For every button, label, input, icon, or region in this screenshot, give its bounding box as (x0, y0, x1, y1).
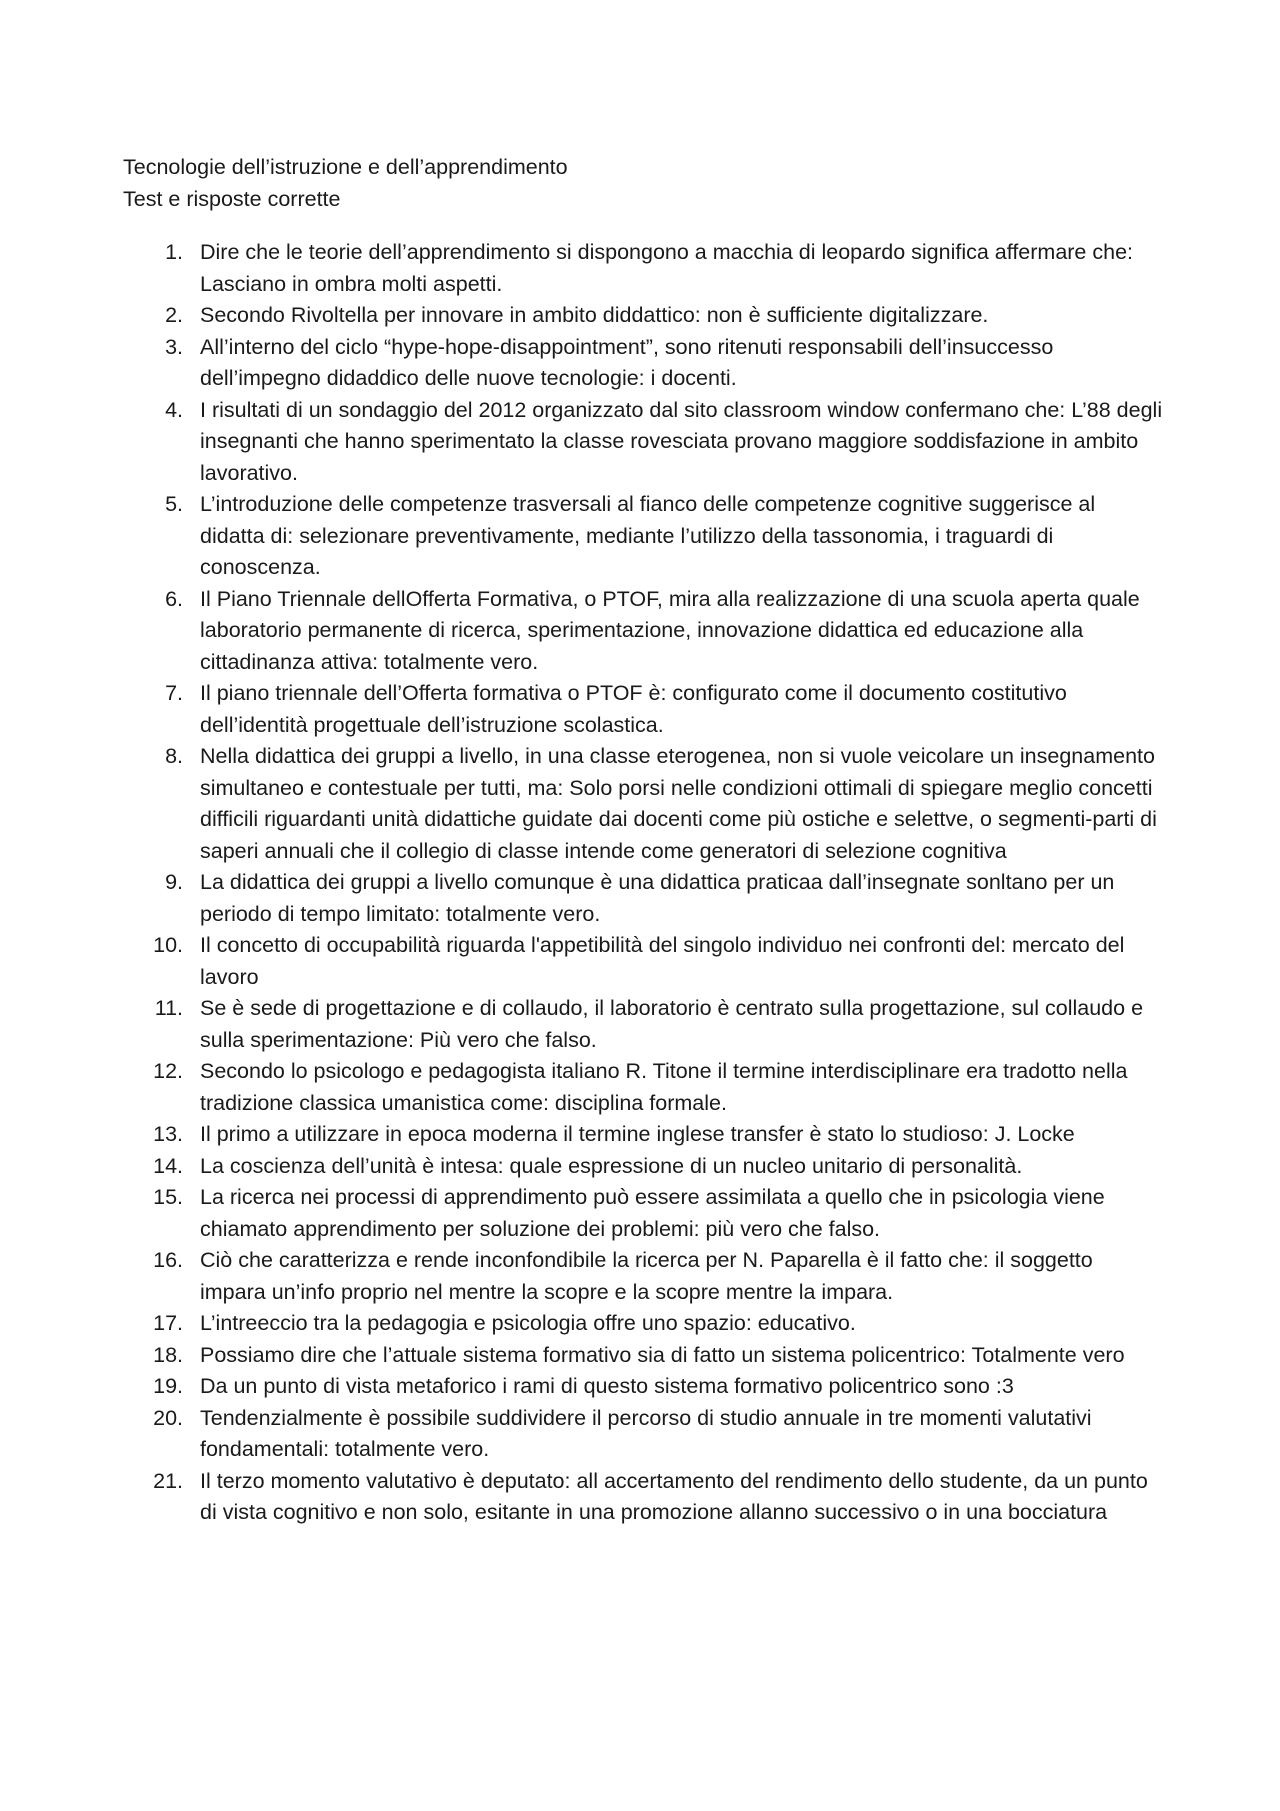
item-number: 10. (153, 933, 183, 957)
list-item (123, 1308, 1163, 1340)
item-number: 19. (153, 1374, 183, 1398)
item-text: Possiamo dire che l’attuale sistema formativo sia di fatto un sistema policentrico: Totalmente vero (200, 1342, 1125, 1367)
list-item (123, 930, 1163, 993)
item-number: 16. (153, 1248, 183, 1272)
document-page (123, 152, 1163, 1529)
list-item (123, 1466, 1163, 1529)
item-number: 11. (154, 996, 183, 1020)
item-number: 20. (153, 1405, 183, 1430)
item-number: 15. (153, 1185, 183, 1209)
list-item (123, 1371, 1163, 1403)
item-number: 12. (153, 1059, 183, 1083)
item-text: Secondo lo psicologo e pedagogista italiano R. Titone il termine interdisciplinare era tradotto nella tradizione classica umanistica come: disciplina formale. (200, 1059, 1128, 1115)
item-number: 4. (165, 397, 183, 422)
qa-list (123, 237, 1163, 1529)
list-item (123, 1182, 1163, 1245)
item-number: 17. (153, 1311, 183, 1335)
list-item (123, 1119, 1163, 1151)
list-item (123, 1403, 1163, 1466)
item-number: 9. (165, 870, 183, 894)
list-item (123, 1340, 1163, 1372)
item-text: La didattica dei gruppi a livello comunque è una didattica praticaa dall’insegnate sonltano per un periodo di tempo limitato: totalmente vero. (200, 870, 1115, 926)
item-text: Il piano triennale dell’Offerta formativa o PTOF è: configurato come il documento costitutivo dell’identità progettuale dell’istruzione scolastica. (200, 681, 1067, 737)
item-number: 21. (153, 1468, 183, 1493)
item-number: 8. (165, 744, 183, 768)
item-number: 6. (165, 586, 183, 611)
item-text: Nella didattica dei gruppi a livello, in una classe eterogenea, non si vuole veicolare un insegnamento simultaneo e contestuale per tutti, ma: Solo porsi nelle condizioni ottimali di spiegare meglio concetti difficili riguardanti unità didattiche guidate dai docenti come più ostiche e selettve, o segmenti-parti di saperi annuali che il collegio di classe intende come generatori di selezione cognitiva (200, 744, 1157, 863)
item-text: All’interno del ciclo “hype-hope-disappointment”, sono ritenuti responsabili dell’insuccesso dell’impegno didaddico delle nuove tecnologie: i docenti. (200, 334, 1054, 390)
list-item (123, 993, 1163, 1056)
item-number: 5. (165, 492, 183, 516)
list-item (123, 1056, 1163, 1119)
item-text: L’intreeccio tra la pedagogia e psicologia offre uno spazio: educativo. (200, 1311, 856, 1335)
list-item (123, 300, 1163, 332)
item-text: Il terzo momento valutativo è deputato: all accertamento del rendimento dello studente, da un punto di vista cognitivo e non solo, esitante in una promozione allanno successivo o in una bocciatura (200, 1468, 1148, 1524)
item-number: 18. (153, 1342, 183, 1367)
item-number: 14. (153, 1153, 183, 1178)
list-item (123, 678, 1163, 741)
list-item (123, 332, 1163, 395)
item-text: Da un punto di vista metaforico i rami di questo sistema formativo policentrico sono :3 (200, 1374, 1014, 1398)
list-item (123, 395, 1163, 490)
item-number: 3. (165, 334, 183, 359)
list-item (123, 489, 1163, 584)
item-number: 2. (165, 303, 183, 327)
item-text: Ciò che caratterizza e rende inconfondibile la ricerca per N. Paparella è il fatto che: il soggetto impara un’info proprio nel mentre la scopre e la scopre mentre la impara. (200, 1248, 1093, 1304)
item-number: 7. (165, 681, 183, 705)
item-text: La ricerca nei processi di apprendimento può essere assimilata a quello che in psicologia viene chiamato apprendimento per soluzione dei problemi: più vero che falso. (200, 1185, 1105, 1241)
document-title: Tecnologie dell’istruzione e dell’apprendimento (123, 155, 568, 179)
item-number: 13. (153, 1122, 183, 1146)
item-text: Dire che le teorie dell’apprendimento si dispongono a macchia di leopardo significa affermare che: Lasciano in ombra molti aspetti. (200, 240, 1134, 296)
document-subtitle: Test e risposte corrette (123, 186, 341, 211)
item-text: Secondo Rivoltella per innovare in ambito diddattico: non è sufficiente digitalizzare. (200, 303, 989, 327)
item-text: Se è sede di progettazione e di collaudo, il laboratorio è centrato sulla progettazione, sul collaudo e sulla sperimentazione: Più vero che falso. (200, 996, 1144, 1052)
list-item (123, 237, 1163, 300)
list-item (123, 1245, 1163, 1308)
item-text: Il Piano Triennale dellOfferta Formativa, o PTOF, mira alla realizzazione di una scuola aperta quale laboratorio permanente di ricerca, sperimentazione, innovazione didattica ed educazione alla cittadinanza attiva: totalmente vero. (200, 586, 1140, 674)
list-item (123, 741, 1163, 867)
spacer (123, 215, 1163, 237)
item-text: I risultati di un sondaggio del 2012 organizzato dal sito classroom window confermano che: L’88 degli insegnanti che hanno sperimentato la classe rovesciata provano maggiore soddisfazione in ambito lavorativo. (200, 397, 1163, 485)
list-item (123, 584, 1163, 679)
list-item (123, 1151, 1163, 1183)
item-text: Il concetto di occupabilità riguarda l'appetibilità del singolo individuo nei confronti del: mercato del lavoro (200, 933, 1125, 989)
item-number: 1. (165, 240, 183, 264)
item-text: L’introduzione delle competenze trasversali al fianco delle competenze cognitive suggerisce al didatta di: selezionare preventivamente, mediante l’utilizzo della tassonomia, i traguardi di conoscenza. (200, 492, 1096, 579)
item-text: La coscienza dell’unità è intesa: quale espressione di un nucleo unitario di personalità. (200, 1153, 1023, 1178)
list-item (123, 867, 1163, 930)
item-text: Tendenzialmente è possibile suddividere il percorso di studio annuale in tre momenti valutativi fondamentali: totalmente vero. (200, 1405, 1092, 1461)
item-text: Il primo a utilizzare in epoca moderna il termine inglese transfer è stato lo studioso: J. Locke (200, 1122, 1075, 1146)
